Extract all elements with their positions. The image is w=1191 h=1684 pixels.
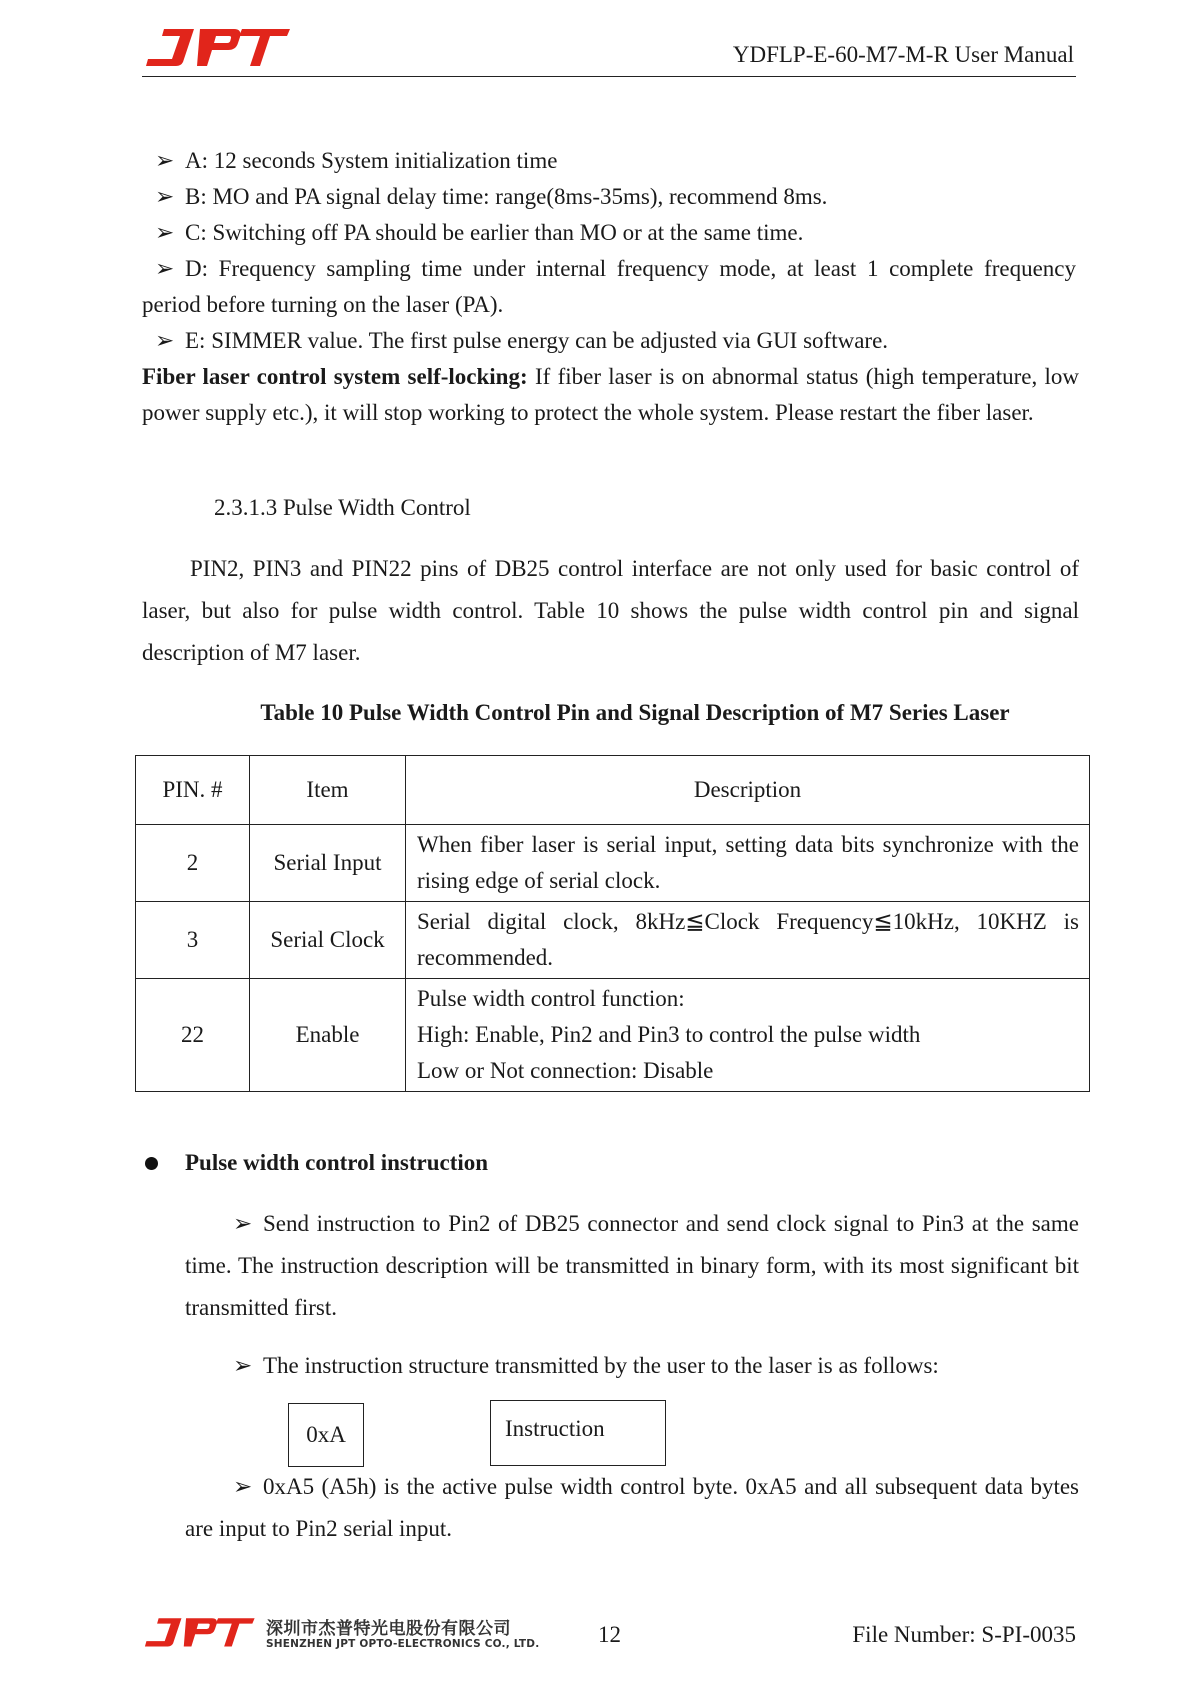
instruction-point-2: ➢ The instruction structure transmitted by the user to the laser is as follows: — [233, 1348, 939, 1384]
item-cell: Serial Clock — [250, 902, 406, 979]
document-title: YDFLP-E-60-M7-M-R User Manual — [732, 42, 1074, 67]
bullet-dot-icon — [145, 1157, 158, 1170]
note-e: ➢ E: SIMMER value. The first pulse energy can be adjusted via GUI software. — [155, 323, 888, 359]
arrow-bullet-icon: ➢ — [233, 1474, 253, 1499]
pin-cell: 2 — [136, 825, 250, 902]
arrow-bullet-icon: ➢ — [155, 328, 175, 353]
arrow-bullet-icon: ➢ — [155, 220, 175, 245]
header-byte-box: 0xA — [288, 1403, 364, 1467]
table-row — [136, 979, 1090, 1092]
table-caption: Table 10 Pulse Width Control Pin and Signal Description of M7 Series Laser — [260, 700, 1010, 725]
self-locking-label: Fiber laser control system self-locking: — [142, 364, 528, 389]
note-d: ➢ D: Frequency sampling time under internal frequency mode, at least 1 complete frequency period before turning on the laser (PA). — [142, 251, 1076, 323]
instruction-point-3: ➢ 0xA5 (A5h) is the active pulse width control byte. 0xA5 and all subsequent data bytes are input to Pin2 serial input. — [185, 1466, 1079, 1550]
note-c: ➢ C: Switching off PA should be earlier than MO or at the same time. — [155, 215, 803, 251]
pin-cell: 22 — [136, 979, 250, 1092]
file-number: File Number: S-PI-0035 — [852, 1622, 1076, 1647]
arrow-bullet-icon: ➢ — [233, 1353, 253, 1378]
arrow-bullet-icon: ➢ — [155, 184, 175, 209]
jpt-logo-icon — [141, 1616, 257, 1648]
table-row — [136, 825, 1090, 902]
description-line: Pulse width control function: — [417, 986, 685, 1011]
instruction-heading: Pulse width control instruction — [185, 1150, 489, 1175]
table-row — [136, 902, 1090, 979]
section-intro: PIN2, PIN3 and PIN22 pins of DB25 control interface are not only used for basic control of laser, but also for pulse width control. Table 10 shows the pulse width control pin and signal description of M7 laser. — [142, 556, 1079, 665]
item-cell: Enable — [250, 979, 406, 1092]
self-locking-paragraph: Fiber laser control system self-locking: If fiber laser is on abnormal status (high temperature, low power supply etc.), it will stop working to protect the whole system. Please restart the fiber laser. — [142, 364, 1079, 425]
description-line: Low or Not connection: Disable — [417, 1058, 714, 1083]
arrow-bullet-icon: ➢ — [155, 148, 175, 173]
jpt-logo-icon — [142, 26, 292, 68]
header-divider — [142, 76, 1076, 77]
note-a: ➢ A: 12 seconds System initialization time — [155, 143, 557, 179]
instruction-box: Instruction — [490, 1400, 666, 1466]
description-cell: When fiber laser is serial input, setting data bits synchronize with the rising edge of serial clock. — [406, 825, 1090, 902]
description-cell: Serial digital clock, 8kHz≦Clock Frequency≦10kHz, 10KHZ is recommended. — [406, 902, 1090, 979]
arrow-bullet-icon: ➢ — [155, 256, 175, 281]
page-number: 12 — [598, 1622, 621, 1647]
section-heading: 2.3.1.3 Pulse Width Control — [214, 495, 471, 520]
header-pin: PIN. # — [136, 756, 250, 825]
company-name-cn: 深圳市杰普特光电股份有限公司 — [266, 1619, 511, 1639]
description-cell — [406, 979, 1090, 1092]
instruction-point-1: ➢ Send instruction to Pin2 of DB25 connector and send clock signal to Pin3 at the same time. The instruction description will be transmitted in binary form, with its most significant bit transmitted first. — [185, 1203, 1079, 1329]
item-cell: Serial Input — [250, 825, 406, 902]
arrow-bullet-icon: ➢ — [233, 1211, 253, 1236]
footer-logo — [141, 1616, 257, 1648]
description-line: High: Enable, Pin2 and Pin3 to control the pulse width — [417, 1022, 921, 1047]
company-name-en: SHENZHEN JPT OPTO-ELECTRONICS CO., LTD. — [266, 1638, 540, 1650]
header-item: Item — [250, 756, 406, 825]
header-description: Description — [406, 756, 1090, 825]
header-logo — [142, 26, 292, 68]
pin-cell: 3 — [136, 902, 250, 979]
note-b: ➢ B: MO and PA signal delay time: range(8ms-35ms), recommend 8ms. — [155, 179, 827, 215]
table-header-row — [136, 756, 1090, 825]
pin-table — [135, 755, 1090, 1092]
